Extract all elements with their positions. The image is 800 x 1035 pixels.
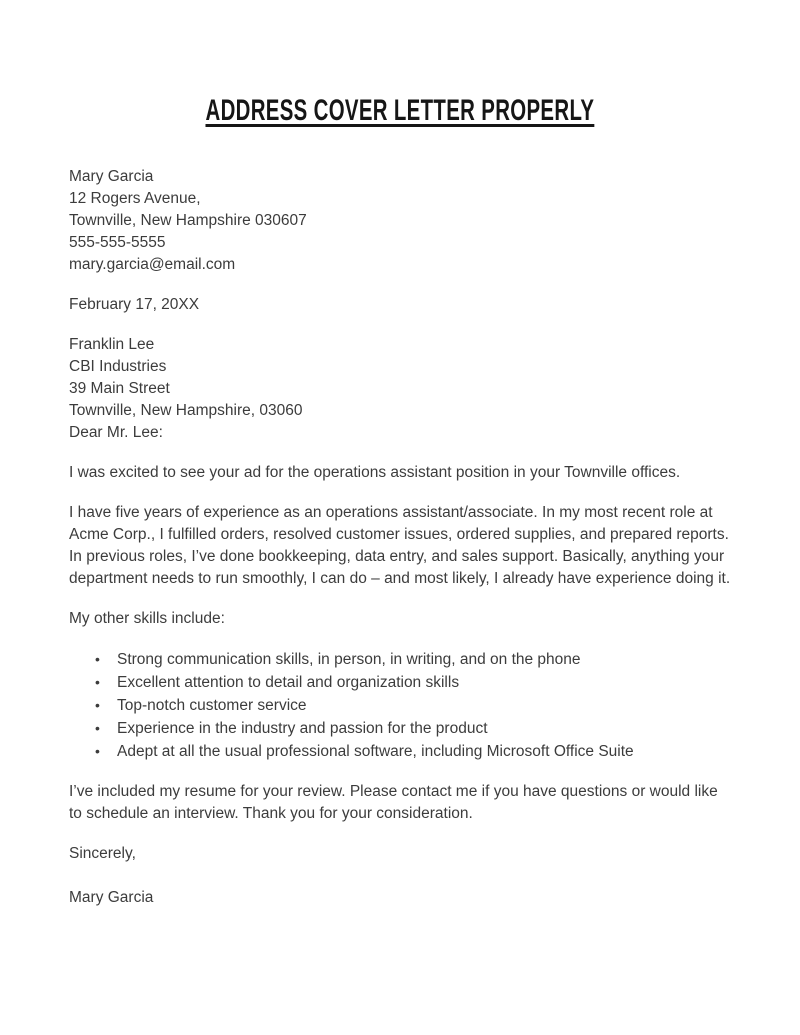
sender-phone: 555-555-5555 bbox=[69, 234, 166, 251]
skills-intro-block bbox=[69, 608, 731, 630]
document-title: ADDRESS COVER LETTER PROPERLY bbox=[205, 94, 595, 127]
experience-paragraph: I have five years of experience as an operations assistant/associate. In my most recent role at Acme Corp., I fulfilled orders, resolved customer issues, ordered supplies, and prepared reports. In previous roles, I’ve done bookkeeping, data entry, and sales support. Basically, anything your department needs to run smoothly, I can do – and most likely, I already have experience doing it. bbox=[69, 504, 731, 587]
signoff: Sincerely, bbox=[69, 845, 136, 862]
skill-item bbox=[69, 717, 731, 740]
salutation: Dear Mr. Lee: bbox=[69, 424, 163, 441]
skill-text: Excellent attention to detail and organization skills bbox=[117, 674, 460, 691]
letter-date: February 17, 20XX bbox=[69, 296, 200, 313]
skill-text: Experience in the industry and passion for the product bbox=[117, 720, 488, 737]
intro-paragraph-block bbox=[69, 462, 731, 484]
title-container bbox=[69, 94, 731, 132]
skill-item bbox=[69, 740, 731, 763]
sender-block bbox=[69, 166, 731, 276]
recipient-company: CBI Industries bbox=[69, 358, 167, 375]
signature-name: Mary Garcia bbox=[69, 889, 154, 906]
bullet-icon: • bbox=[95, 651, 100, 667]
date-block bbox=[69, 294, 731, 316]
skills-intro: My other skills include: bbox=[69, 610, 225, 627]
signature-block bbox=[69, 887, 731, 909]
recipient-address-line1: 39 Main Street bbox=[69, 380, 170, 397]
bullet-icon: • bbox=[95, 720, 100, 736]
closing-paragraph: I’ve included my resume for your review. Please contact me if you have questions or would like to schedule an interview. Thank you for your consideration. bbox=[69, 783, 718, 822]
skill-item bbox=[69, 694, 731, 717]
skill-text: Top-notch customer service bbox=[117, 697, 307, 714]
recipient-name: Franklin Lee bbox=[69, 336, 155, 353]
bullet-icon: • bbox=[95, 674, 100, 690]
recipient-address-line2: Townville, New Hampshire, 03060 bbox=[69, 402, 303, 419]
skill-text: Strong communication skills, in person, in writing, and on the phone bbox=[117, 651, 581, 668]
bullet-icon: • bbox=[95, 743, 100, 759]
sender-name: Mary Garcia bbox=[69, 168, 154, 185]
intro-paragraph: I was excited to see your ad for the operations assistant position in your Townville offices. bbox=[69, 464, 681, 481]
sender-email: mary.garcia@email.com bbox=[69, 256, 236, 273]
skill-item bbox=[69, 671, 731, 694]
closing-paragraph-block bbox=[69, 781, 731, 825]
experience-paragraph-block bbox=[69, 502, 731, 590]
signoff-block bbox=[69, 843, 731, 865]
skill-item bbox=[69, 648, 731, 671]
sender-address-line1: 12 Rogers Avenue, bbox=[69, 190, 201, 207]
skill-text: Adept at all the usual professional software, including Microsoft Office Suite bbox=[117, 743, 634, 760]
sender-address-line2: Townville, New Hampshire 030607 bbox=[69, 212, 307, 229]
recipient-block bbox=[69, 334, 731, 444]
bullet-icon: • bbox=[95, 697, 100, 713]
skills-list bbox=[69, 648, 731, 763]
